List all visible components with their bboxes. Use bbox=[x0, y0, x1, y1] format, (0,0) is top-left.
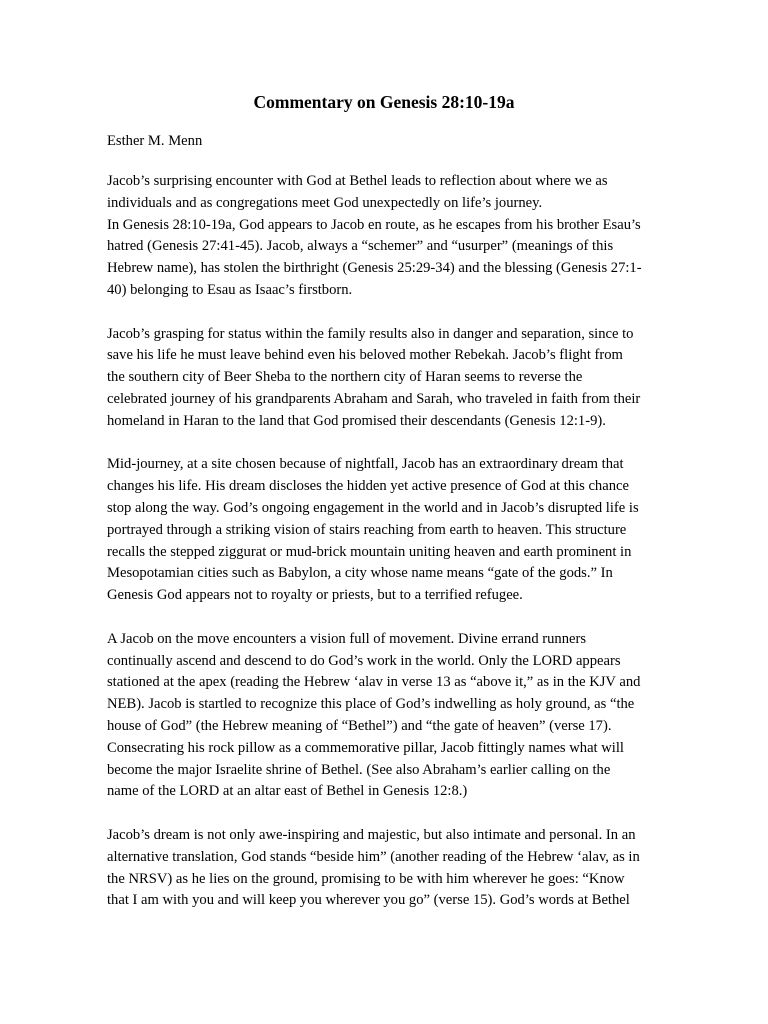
text-line: Hebrew name), has stolen the birthright (Genesis 25:29-34) and the blessing (Genesis 27:1- bbox=[107, 260, 642, 277]
text-line: Mesopotamian cities such as Babylon, a city whose name means “gate of the gods.” In bbox=[107, 565, 613, 582]
text-line: stop along the way. God’s ongoing engagement in the world and in Jacob’s disrupted life is bbox=[107, 499, 639, 516]
text-line: 40) belonging to Esau as Isaac’s firstborn. bbox=[107, 281, 353, 298]
text-line: the southern city of Beer Sheba to the northern city of Haran seems to reverse the bbox=[107, 369, 583, 386]
paragraph bbox=[107, 629, 647, 803]
text-line: individuals and as congregations meet God unexpectedly on life’s journey. bbox=[107, 194, 543, 211]
text-line: stationed at the apex (reading the Hebrew ‘alav in verse 13 as “above it,” as in the KJV and bbox=[107, 674, 641, 691]
text-line: Genesis God appears not to royalty or priests, but to a terrified refugee. bbox=[107, 587, 523, 604]
text-line: the NRSV) as he lies on the ground, promising to be with him wherever he goes: “Know bbox=[107, 870, 625, 887]
paragraph bbox=[107, 171, 647, 302]
text-line: Consecrating his rock pillow as a commemorative pillar, Jacob fittingly names what will bbox=[107, 739, 624, 756]
text-line: alternative translation, God stands “beside him” (another reading of the Hebrew ‘alav, as in bbox=[107, 848, 640, 865]
text-line: house of God” (the Hebrew meaning of “Bethel”) and “the gate of heaven” (verse 17). bbox=[107, 717, 612, 734]
text-line: NEB). Jacob is startled to recognize this place of God’s indwelling as holy ground, as “the bbox=[107, 696, 635, 713]
text-line: become the major Israelite shrine of Bethel. (See also Abraham’s earlier calling on the bbox=[107, 761, 611, 778]
author-name: Esther M. Menn bbox=[107, 133, 203, 149]
text-line: celebrated journey of his grandparents Abraham and Sarah, who traveled in faith from their bbox=[107, 390, 641, 407]
text-line: recalls the stepped ziggurat or mud-brick mountain uniting heaven and earth prominent in bbox=[107, 543, 632, 560]
text-line: that I am with you and will keep you wherever you go” (verse 15). God’s words at Bethel bbox=[107, 892, 630, 909]
text-line: homeland in Haran to the land that God promised their descendants (Genesis 12:1-9). bbox=[107, 412, 606, 429]
text-line: A Jacob on the move encounters a vision full of movement. Divine errand runners bbox=[107, 630, 587, 647]
text-line: name of the LORD at an altar east of Bethel in Genesis 12:8.) bbox=[107, 783, 468, 800]
text-line: continually ascend and descend to do God’s work in the world. Only the LORD appears bbox=[107, 652, 621, 669]
text-line: In Genesis 28:10-19a, God appears to Jacob en route, as he escapes from his brother Esau’s bbox=[107, 216, 641, 233]
text-line: hatred (Genesis 27:41-45). Jacob, always a “schemer” and “usurper” (meanings of this bbox=[107, 238, 614, 255]
text-line: portrayed through a striking vision of stairs reaching from earth to heaven. This structure bbox=[107, 521, 627, 538]
text-line: Jacob’s surprising encounter with God at Bethel leads to reflection about where we as bbox=[107, 173, 608, 189]
paragraph bbox=[107, 454, 647, 607]
text-line: changes his life. His dream discloses the hidden yet active presence of God at this chance bbox=[107, 478, 629, 495]
text-line: save his life he must leave behind even his beloved mother Rebekah. Jacob’s flight from bbox=[107, 347, 623, 364]
paragraph bbox=[107, 825, 647, 912]
text-line: Jacob’s dream is not only awe-inspiring and majestic, but also intimate and personal. In an bbox=[107, 826, 636, 843]
text-line: Jacob’s grasping for status within the family results also in danger and separation, since to bbox=[107, 325, 634, 342]
document-title: Commentary on Genesis 28:10-19a bbox=[253, 92, 515, 112]
document-body bbox=[107, 171, 647, 934]
paragraph bbox=[107, 324, 647, 433]
text-line: Mid-journey, at a site chosen because of nightfall, Jacob has an extraordinary dream that bbox=[107, 456, 624, 473]
